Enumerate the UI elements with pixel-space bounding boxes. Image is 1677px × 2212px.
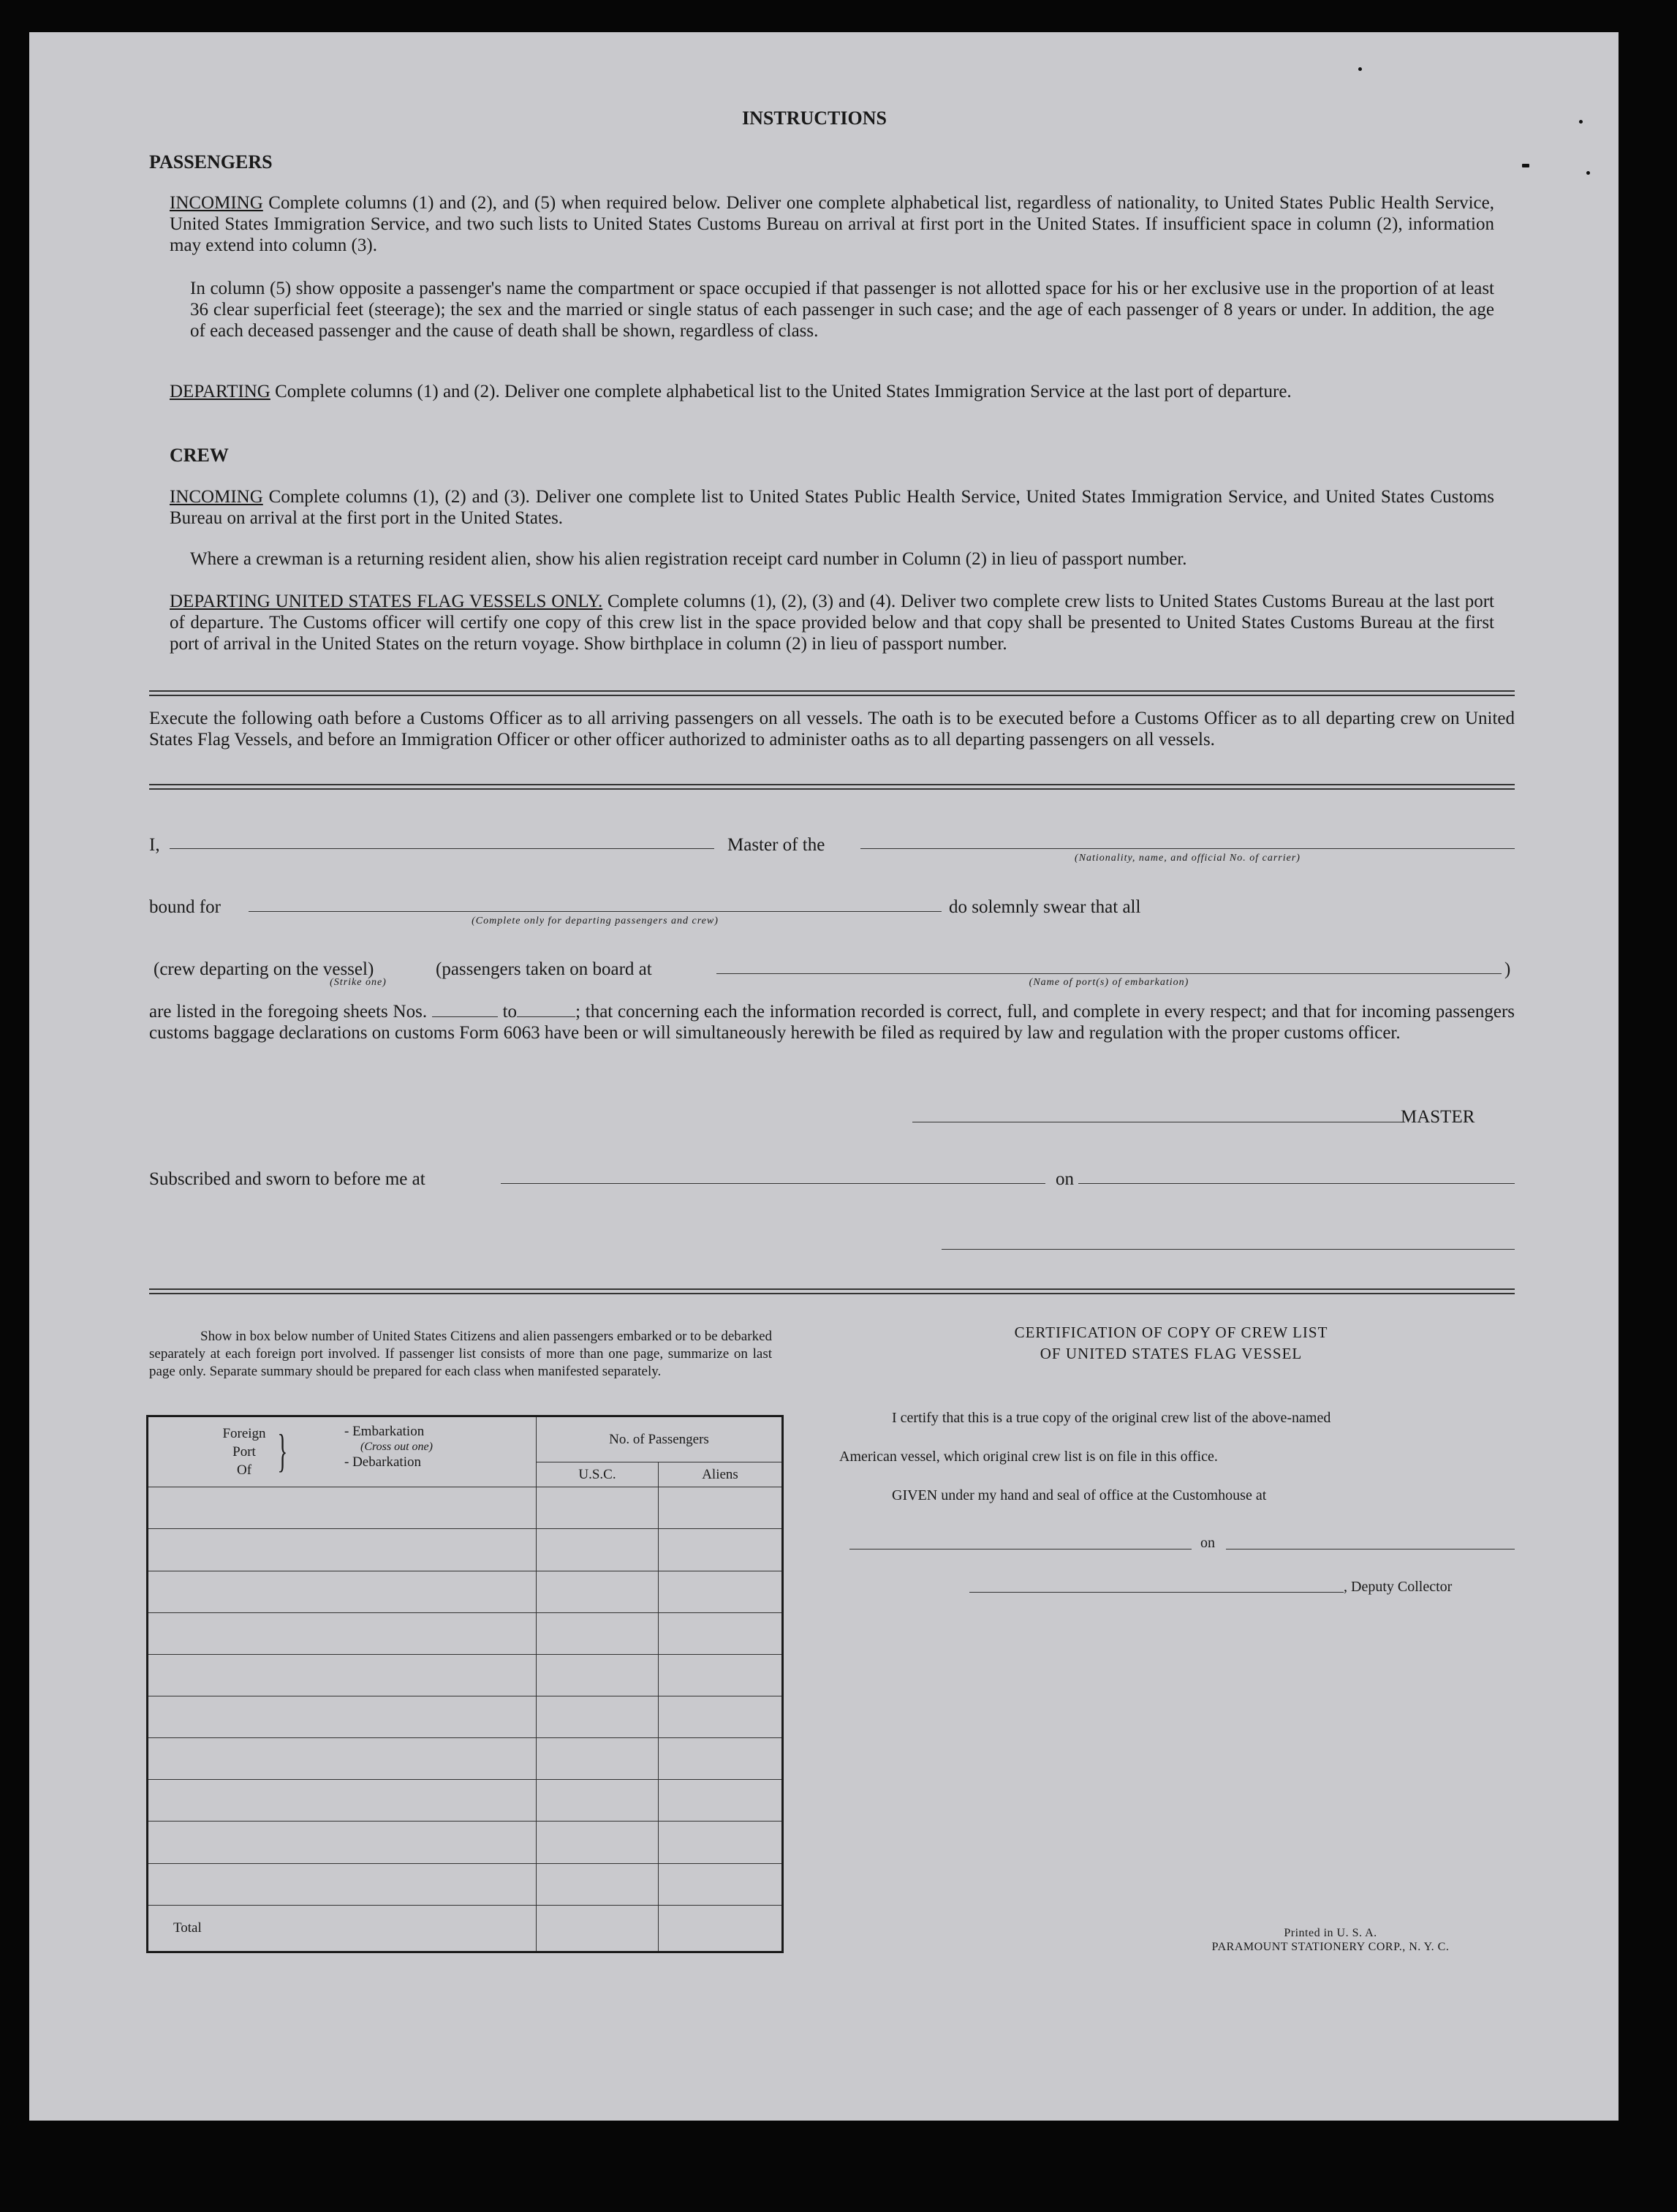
port-label: Port: [232, 1444, 256, 1460]
passengers-departing-paragraph: [170, 381, 1494, 402]
port-cell[interactable]: [148, 1487, 537, 1529]
port-cell[interactable]: [148, 1571, 537, 1612]
bound-for-caption: (Complete only for departing passengers and crew): [472, 916, 719, 926]
printer-line2: PARAMOUNT STATIONERY CORP., N. Y. C.: [1211, 1941, 1450, 1953]
port-cell[interactable]: [148, 1780, 537, 1822]
of-label: Of: [236, 1462, 252, 1478]
debarkation-option[interactable]: - Debarkation: [344, 1454, 421, 1470]
usc-cell[interactable]: [537, 1863, 659, 1905]
ports-summary-table: [146, 1415, 784, 1953]
deputy-collector-label: , Deputy Collector: [1344, 1579, 1453, 1595]
crew-incoming-label: INCOMING: [170, 487, 263, 507]
subscribed-date-field[interactable]: [1078, 1183, 1515, 1184]
sheets-to: to: [502, 1002, 518, 1022]
cross-out-note: (Cross out one): [360, 1441, 433, 1453]
aliens-cell[interactable]: [659, 1822, 783, 1863]
port-cell[interactable]: [148, 1529, 537, 1571]
brace-icon: }: [277, 1424, 288, 1476]
crew-heading: CREW: [170, 445, 229, 466]
sheet-to-field[interactable]: [517, 1003, 575, 1017]
usc-cell[interactable]: [537, 1738, 659, 1780]
subscribed-on-label: on: [1056, 1169, 1074, 1189]
divider-rule: [149, 784, 1515, 790]
master-of-label: Master of the: [727, 835, 825, 855]
certification-title-line2: OF UNITED STATES FLAG VESSEL: [1040, 1345, 1303, 1362]
port-header-label: [219, 1424, 270, 1479]
foreign-label: Foreign: [222, 1426, 266, 1441]
summary-note: Show in box below number of United States Citizens and alien passengers embarked or to be debarked separately at each foreign port involved. If passenger list consists of more than one page, summarize on last page only. Separate summary should be prepared for each class when manifested separately.: [149, 1329, 772, 1379]
port-cell[interactable]: [148, 1696, 537, 1737]
port-cell[interactable]: [148, 1612, 537, 1654]
aliens-cell[interactable]: [659, 1738, 783, 1780]
port-cell[interactable]: [148, 1822, 537, 1863]
usc-cell[interactable]: [537, 1654, 659, 1696]
passengers-taken-option: (passengers taken on board at: [436, 959, 652, 979]
divider-rule: [149, 690, 1515, 696]
crew-incoming-paragraph: [170, 486, 1494, 529]
oath-i-label: I,: [149, 835, 160, 855]
sheets-paragraph: [149, 1001, 1515, 1043]
subscribed-place-field[interactable]: [501, 1183, 1045, 1184]
carrier-caption: (Nationality, name, and official No. of carrier): [1075, 853, 1301, 864]
port-cell[interactable]: [148, 1654, 537, 1696]
passengers-incoming-text: Complete columns (1) and (2), and (5) when required below. Deliver one complete alphabetical list, regardless of nationality, to United States Public Health Service, United States Immigration Service, and two such lists to United States Customs Bureau on arrival at first port in the United States. If insufficient space in column (2), information may extend into column (3).: [170, 193, 1494, 255]
close-paren: ): [1504, 959, 1511, 979]
swear-label: do solemnly swear that all: [949, 897, 1141, 917]
instructions-title: INSTRUCTIONS: [742, 107, 887, 129]
sheet-from-field[interactable]: [432, 1003, 498, 1017]
usc-cell[interactable]: [537, 1571, 659, 1612]
crew-resident-paragraph: Where a crewman is a returning resident alien, show his alien registration receipt card number in Column (2) in lieu of passport number.: [190, 549, 1187, 569]
certification-on-label: on: [1200, 1535, 1215, 1551]
aliens-cell[interactable]: [659, 1571, 783, 1612]
given-text: GIVEN under my hand and seal of office at the Customhouse at: [892, 1487, 1267, 1503]
usc-cell[interactable]: [537, 1822, 659, 1863]
carrier-field[interactable]: [860, 848, 1515, 849]
column5-paragraph: In column (5) show opposite a passenger's name the compartment or space occupied if that passenger is not allotted space for his or her exclusive use in the proportion of at least 36 clear superficial feet (steerage); the sex and the married or single status of each passenger in such case; and the age of each passenger of 8 years or under. In addition, the age of each deceased passenger and the cause of death shall be shown, regardless of class.: [190, 279, 1494, 341]
usc-cell[interactable]: [537, 1612, 659, 1654]
strike-caption: (Strike one): [330, 977, 387, 988]
total-label: Total: [148, 1905, 537, 1952]
usc-cell[interactable]: [537, 1529, 659, 1571]
form-sheet: [29, 32, 1619, 2121]
embark-debark-options: [344, 1423, 433, 1471]
port-header-cell: [148, 1416, 537, 1487]
aliens-header: Aliens: [659, 1462, 783, 1487]
ports-caption: (Name of port(s) of embarkation): [1029, 977, 1189, 988]
scan-speck: [1358, 67, 1362, 71]
aliens-cell[interactable]: [659, 1487, 783, 1529]
printer-imprint: [1155, 1926, 1506, 1954]
usc-cell[interactable]: [537, 1487, 659, 1529]
scan-speck: [1579, 120, 1583, 124]
aliens-cell[interactable]: [659, 1696, 783, 1737]
passengers-heading: PASSENGERS: [149, 151, 273, 173]
aliens-total-cell[interactable]: [659, 1905, 783, 1952]
usc-header: U.S.C.: [537, 1462, 659, 1487]
bound-for-label: bound for: [149, 897, 221, 917]
no-passengers-header: No. of Passengers: [537, 1416, 783, 1462]
deputy-signature-field[interactable]: [969, 1592, 1344, 1593]
port-cell[interactable]: [148, 1863, 537, 1905]
embarkation-option[interactable]: - Embarkation: [344, 1424, 425, 1439]
printer-line1: Printed in U. S. A.: [1284, 1927, 1377, 1939]
certification-title-line1: CERTIFICATION OF COPY OF CREW LIST: [1014, 1324, 1328, 1341]
passengers-departing-label: DEPARTING: [170, 382, 270, 401]
sheets-prefix: are listed in the foregoing sheets Nos.: [149, 1002, 428, 1022]
divider-rule: [149, 1288, 1515, 1294]
aliens-cell[interactable]: [659, 1612, 783, 1654]
scan-speck: [1586, 171, 1590, 175]
american-vessel-text: American vessel, which original crew list is on file in this office.: [839, 1449, 1218, 1465]
passengers-departing-text: Complete columns (1) and (2). Deliver one complete alphabetical list to the United States Immigration Service at the last port of departure.: [270, 382, 1292, 401]
aliens-cell[interactable]: [659, 1780, 783, 1822]
officer-signature-field[interactable]: [942, 1249, 1515, 1250]
aliens-cell[interactable]: [659, 1654, 783, 1696]
master-name-field[interactable]: [170, 848, 714, 849]
bound-for-field[interactable]: [249, 911, 942, 912]
aliens-cell[interactable]: [659, 1863, 783, 1905]
crew-departing-option: (crew departing on the vessel): [154, 959, 374, 979]
aliens-cell[interactable]: [659, 1529, 783, 1571]
certify-text: I certify that this is a true copy of the original crew list of the above-named: [892, 1410, 1331, 1426]
crew-departing-text: Complete columns (1), (2), (3) and (4). Deliver two complete crew lists to United States Customs Bureau at the last port of departure. The Customs officer will certify one copy of this crew list in the space provided below and that copy shall be presented to United States Customs Bureau at the first port of arrival in the United States on the return voyage. Show birthplace in column (2) in lieu of passport number.: [170, 592, 1494, 654]
passengers-incoming-paragraph: [170, 192, 1494, 256]
oath-intro: Execute the following oath before a Customs Officer as to all arriving passengers on all vessels. The oath is to be executed before a Customs Officer as to all departing crew on United States Flag Vessels, and before an Immigration Officer or other officer authorized to administer oaths as to all departing passengers on all vessels.: [149, 709, 1515, 750]
usc-cell[interactable]: [537, 1780, 659, 1822]
scan-speck: [1522, 164, 1529, 167]
crew-incoming-text: Complete columns (1), (2) and (3). Deliver one complete list to United States Public Health Service, United States Immigration Service, and United States Customs Bureau on arrival at the first port in the United States.: [170, 487, 1494, 528]
subscribed-label: Subscribed and sworn to before me at: [149, 1169, 425, 1189]
master-label: MASTER: [1401, 1107, 1475, 1127]
passengers-incoming-label: INCOMING: [170, 193, 263, 213]
crew-departing-paragraph: [170, 591, 1494, 654]
port-cell[interactable]: [148, 1738, 537, 1780]
crew-departing-label: DEPARTING UNITED STATES FLAG VESSELS ONLY.: [170, 592, 603, 611]
embarkation-ports-field[interactable]: [716, 973, 1502, 974]
usc-total-cell[interactable]: [537, 1905, 659, 1952]
certification-title: [867, 1322, 1475, 1364]
sheets-rest: ; that concerning each the information recorded is correct, full, and complete in every respect; and that for incoming passengers customs baggage declarations on customs Form 6063 have been or will simultaneously herewith be filed as required by law and regulation with the proper customs officer.: [149, 1002, 1515, 1043]
usc-cell[interactable]: [537, 1696, 659, 1737]
